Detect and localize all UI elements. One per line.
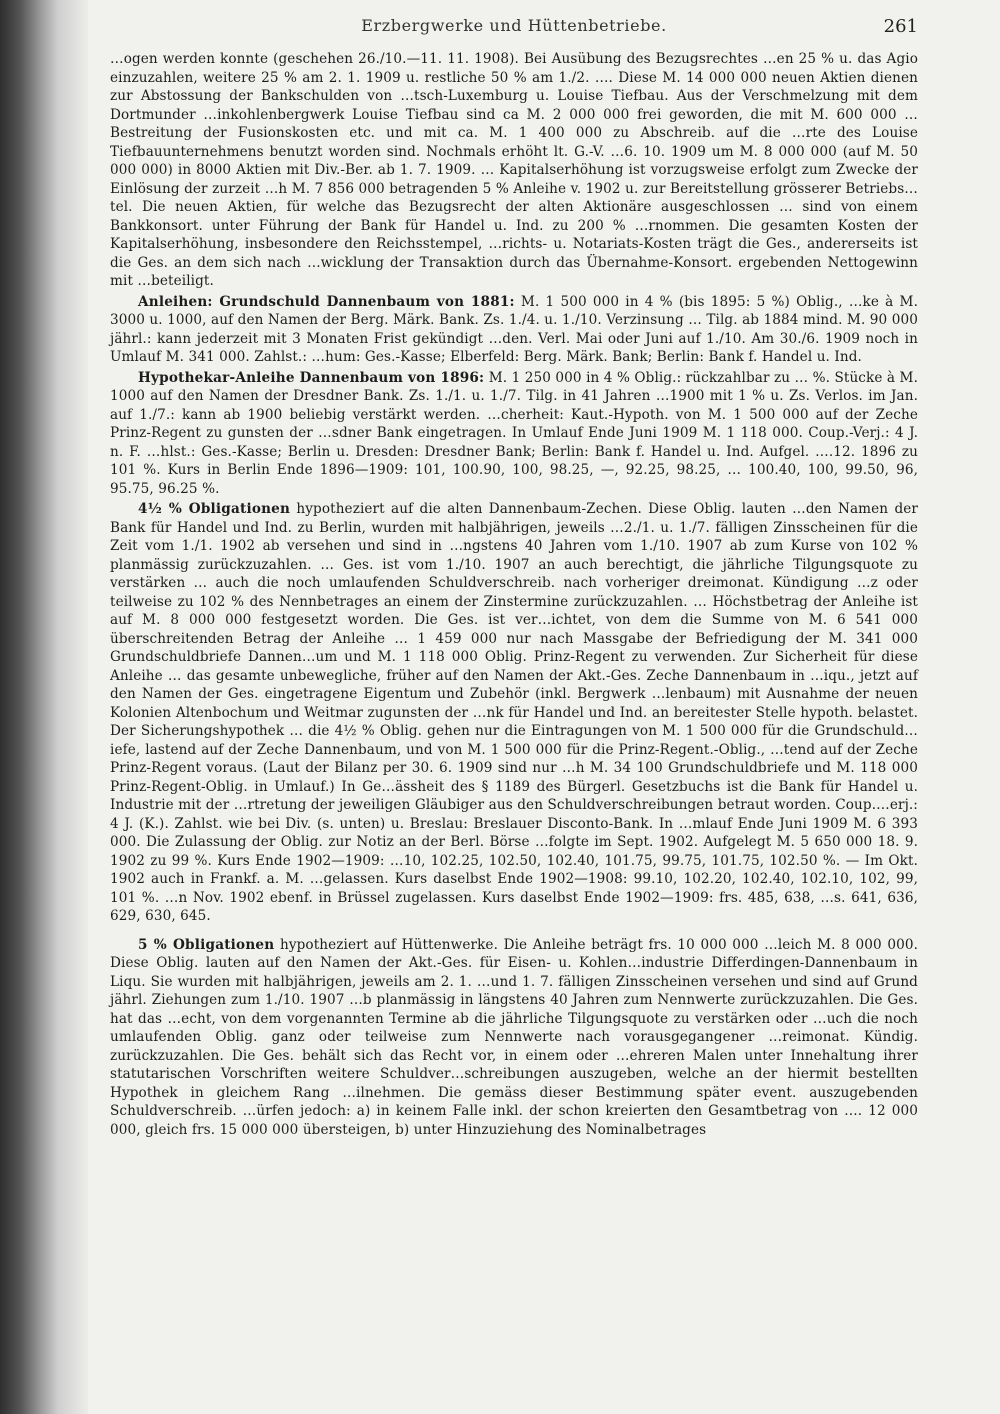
- paragraph-grundschuld: [110, 293, 918, 367]
- paragraph-hypothekar-anleihe: [110, 369, 918, 499]
- book-spine-shadow: [0, 0, 58, 1414]
- paragraph-obligationen-5: [110, 936, 918, 1140]
- running-title: Erzbergwerke und Hüttenbetriebe.: [361, 16, 667, 35]
- paragraph-obligationen-4-5: [110, 500, 918, 926]
- page: [110, 16, 918, 1141]
- paragraph-lead: Hypothekar-Anleihe Dannenbaum von 1896:: [138, 369, 485, 386]
- paragraph-lead: 4½ % Obligationen: [138, 501, 291, 517]
- paragraph-capital-increase: [110, 50, 918, 291]
- paragraph-text: …ogen werden konnte (geschehen 26./10.—11. 11. 1908). Bei Ausübung des Bezugsrechtes …en 25 % u. das Agio einzuzahlen, weitere 25 % am 2. 1. 1909 u. restliche 50 % am 1./2. …. Diese M. 14 000 000 neuen Aktien dienen zur Abstossung der Bankschulden von …tsch-Luxemburg u. Louise Tiefbau. Aus der Verschmelzung mit dem Dortmunder …inkohlenbergwerk Louise Tiefbau sind ca M. 2 000 000 frei geworden, die mit M. 600 000 …Bestreitung der Fusionskosten etc. und mit ca. M. 1 400 000 zu Abschreib. auf die …rte des Louise Tiefbauunternehmens benutzt worden sind. Nochmals erhöht lt. G.-V. …6. 10. 1909 um M. 8 000 000 (auf M. 50 000 000) in 8000 Aktien mit Div.-Ber. ab 1. 7. 1909. … Kapitalserhöhung ist vorzugsweise erfolgt zum Zwecke der Einlösung der zurzeit …h M. 7 856 000 betragenden 5 % Anleihe v. 1902 u. zur Bereitstellung grösserer Betriebs…tel. Die neuen Aktien, für welche das Bezugsrecht der alten Aktionäre ausgeschlossen … sind von einem Bankkonsort. unter Führung der Bank für Handel u. Ind. zu 200 % …rnommen. Die gesamten Kosten der Kapitalserhöhung, insbesondere den Reichsstempel, …richts- u. Notariats-Kosten trägt die Ges., andererseits ist die Ges. an dem sich nach …wicklung der Transaktion durch das Übernahme-Konsort. ergebenden Nettogewinn mit …beteiligt.: [110, 51, 918, 289]
- paragraph-text: M. 1 500 000 in 4 % (bis 1895: 5 %) Oblig., …ke à M. 3000 u. 1000, auf den Namen der Berg. Märk. Bank. Zs. 1./4. u. 1./10. Verzinsung … Tilg. ab 1884 mind. M. 90 000 jährl.: kann jederzeit mit 3 Monaten Frist gekündigt …den. Verl. Mai oder Juni auf 1./10. Am 30./6. 1909 noch in Umlauf M. 341 000. Zahlst.: …hum: Ges.-Kasse; Elberfeld: Berg. Märk. Bank; Berlin: Bank f. Handel u. Ind.: [110, 293, 918, 365]
- paragraph-text: M. 1 250 000 in 4 % Oblig.: rückzahlbar zu … %. Stücke à M. 1000 auf den Namen der Dresdner Bank. Zs. 1./1. u. 1./7. Tilg. in 41 Jahren …1900 mit 1 % u. Zs. Verlos. im Jan. auf 1./7.: kann ab 1900 beliebig verstärkt werden. …cherheit: Kaut.-Hypoth. von M. 1 500 000 auf der Zeche Prinz-Regent zu gunsten der …sdner Bank eingetragen. In Umlauf Ende Juni 1909 M. 1 118 000. Coup.-Verj.: 4 J. n. F. …hlst.: Ges.-Kasse; Berlin u. Dresden: Dresdner Bank; Berlin: Bank f. Handel u. Ind. Aufgel. ….12. 1896 zu 101 %. Kurs in Berlin Ende 1896—1909: 101, 100.90, 100, 98.25, —, 92.25, 98.25, … 100.40, 100, 99.50, 96, 95.75, 96.25 %.: [110, 369, 918, 497]
- article-body: [110, 50, 918, 1139]
- page-number: 261: [883, 16, 918, 37]
- paragraph-text: hypotheziert auf die alten Dannenbaum-Zechen. Diese Oblig. lauten …den Namen der Bank für Handel und Ind. zu Berlin, wurden mit halbjährigen, jeweils …2./1. u. 1./7. fälligen Zinsscheinen für die Zeit vom 1./1. 1902 ab versehen und sind in …ngstens 40 Jahren vom 1./10. 1907 ab zum Kurse von 102 % planmässig zurückzuzahlen. … Ges. ist vom 1./10. 1907 an auch berechtigt, die jährliche Tilgungsquote zu verstärken … auch die noch umlaufenden Schuldverschreib. nach vorheriger dreimonat. Kündigung …z oder teilweise zu 102 % des Nennbetrages an einem der Zinstermine zurückzuzahlen. … Höchstbetrag der Anleihe ist auf M. 8 000 000 festgesetzt worden. Die Ges. ist ver…ichtet, von dem die Summe von M. 6 541 000 überschreitenden Betrag der Anleihe … 1 459 000 nur nach Massgabe der Befriedigung der M. 341 000 Grundschuldbriefe Dannen…um und M. 1 118 000 Oblig. Prinz-Regent zu verwenden. Zur Sicherheit für diese Anleihe … das gesamte unbewegliche, früher auf den Namen der Akt.-Ges. Zeche Dannenbaum in …iqu., jetzt auf den Namen der Ges. eingetragene Eigentum und Zubehör (inkl. Bergwerk …lenbaum) mit Ausnahme der neuen Kolonien Altenbochum und Weitmar zugunsten der …nk für Handel und Ind. an bereitester Stelle hypoth. belastet. Der Sicherungshypothek … die 4½ % Oblig. gehen nur die Eintragungen von M. 1 500 000 für die Grundschuld…iefe, lastend auf der Zeche Dannenbaum, und von M. 1 500 000 für die Prinz-Regent.-Oblig., …tend auf der Zeche Prinz-Regent voraus. (Laut der Bilanz per 30. 6. 1909 sind nur …h M. 34 100 Grundschuldbriefe und M. 118 000 Prinz-Regent-Oblig. in Umlauf.) In Ge…ässheit des § 1189 des Bürgerl. Gesetzbuchs ist die Bank für Handel u. Industrie mit der …rtretung der jeweiligen Gläubiger aus den Schuldverschreibungen betraut worden. Coup.…erj.: 4 J. (K.). Zahlst. wie bei Div. (s. unten) u. Breslau: Breslauer Disconto-Bank. In …mlauf Ende Juni 1909 M. 6 393 000. Die Zulassung der Oblig. zur Notiz an der Berl. Börse …folgte im Sept. 1902. Aufgelegt M. 5 650 000 18. 9. 1902 zu 99 %. Kurs Ende 1902—1909: …10, 102.25, 102.50, 102.40, 101.75, 99.75, 101.75, 102.50 %. — Im Okt. 1902 auch in Frankf. a. M. …gelassen. Kurs daselbst Ende 1902—1908: 99.10, 102.20, 102.40, 102.10, 102, 99, 101 %. …n Nov. 1902 ebenf. in Brüssel zugelassen. Kurs daselbst Ende 1902—1909: frs. 485, 638, …s. 641, 636, 629, 630, 645.: [110, 501, 918, 924]
- book-gutter: [58, 0, 88, 1414]
- paragraph-lead: 5 % Obligationen: [138, 936, 275, 953]
- paragraph-text: hypotheziert auf Hüttenwerke. Die Anleihe beträgt frs. 10 000 000 …leich M. 8 000 000. Diese Oblig. lauten auf den Namen der Akt.-Ges. für Eisen- u. Kohlen…industrie Differdingen-Dannenbaum in Liqu. Sie wurden mit halbjährigen, jeweils am 2. 1. …und 1. 7. fälligen Zinsscheinen versehen und sind auf Grund jährl. Ziehungen zum 1./10. 1907 …b planmässig in längstens 40 Jahren zum Nennwerte zurückzuzahlen. Die Ges. hat das …echt, von dem vorgenannten Termine ab die jährliche Tilgungsquote zu verstärken oder …uch die noch umlaufenden Oblig. ganz oder teilweise zum Nennwerte nach vorausgegangener …reimonat. Kündig. zurückzuzahlen. Die Ges. behält sich das Recht vor, in einem oder …ehreren Malen unter Innehaltung ihrer statutarischen Vorschriften weitere Schuldver…schreibungen auszugeben, welche an der hiermit bestellten Hypothek in gleichem Rang …ilnehmen. Die gemäss dieser Bestimmung später event. auszugebenden Schuldverschreib. …ürfen jedoch: a) in keinem Falle inkl. der schon kreierten den Gesamtbetrag von …. 12 000 000, gleich frs. 15 000 000 übersteigen, b) unter Hinzuziehung des Nominalbetrages: [110, 936, 919, 1138]
- running-header: [110, 16, 918, 50]
- paragraph-lead: Anleihen: Grundschuld Dannenbaum von 1881:: [138, 293, 515, 310]
